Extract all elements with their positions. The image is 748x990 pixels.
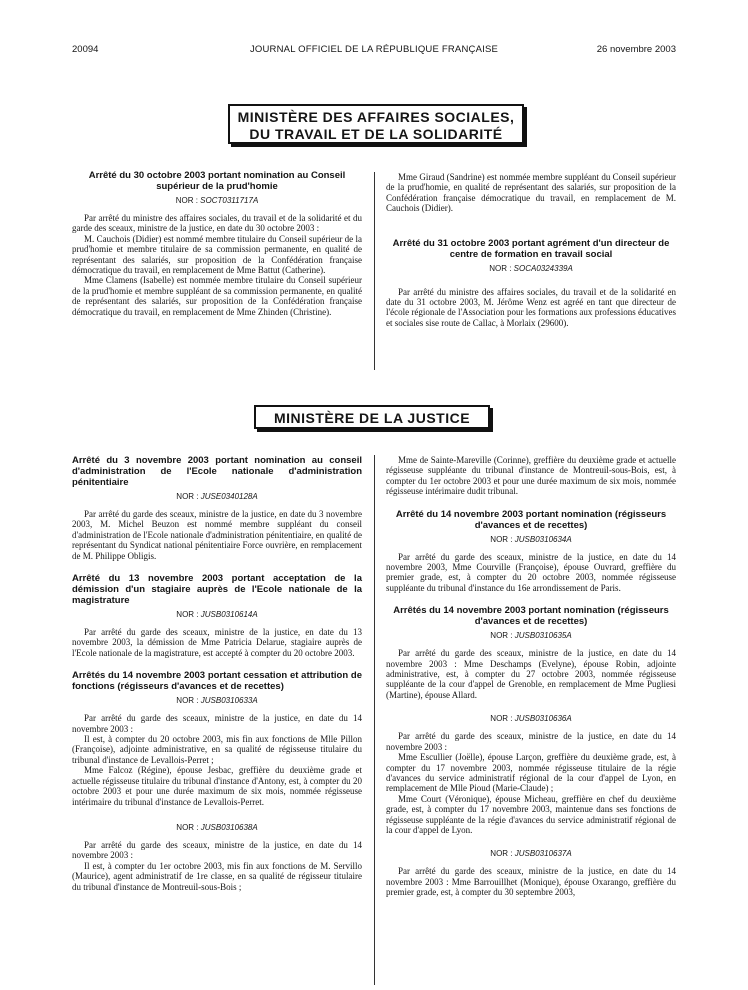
nor-label: NOR : [490, 849, 513, 859]
paragraph: Par arrêté du ministre des affaires sociales, du travail et de la solidarité et du garde des sceaux, ministre de la justice, en date du 30 octobre 2003 : [72, 213, 362, 234]
paragraph: Mme Falcoz (Régine), épouse Jesbac, greffière du deuxième grade et actuelle régisseuse titulaire du tribunal d'instance d'Antony, est, à compter du 20 octobre 2003 et pour une durée maximum de six mois, nommée régisseuse intérimaire du tribunal d'instance de Levallois-Perret. [72, 765, 362, 807]
paragraph: Il est, à compter du 1er octobre 2003, mis fin aux fonctions de M. Servillo (Maurice), agent administratif de 1re classe, en sa qualité de régisseur titulaire du tribunal d'instance de Montreuil-sous-Bois ; [72, 860, 362, 892]
nor-reference [386, 849, 676, 858]
paragraph: Par arrêté du garde des sceaux, ministre de la justice, en date du 3 novembre 2003, M. Michel Beuzon est nommé membre suppléant du conseil d'administration de l'Ecole nationale d'administration pénitentiaire, en qualité de représentant du Syndicat national pénitentiaire Force ouvrière, en remplacement de M. Philippe Obligis. [72, 509, 362, 561]
ministry-justice-heading: MINISTÈRE DE LA JUSTICE [254, 405, 490, 429]
section-affaires-sociales-col2 [386, 172, 676, 328]
column-divider [374, 172, 375, 370]
journal-title: JOURNAL OFFICIEL DE LA RÉPUBLIQUE FRANÇAISE [249, 44, 499, 55]
nor-reference [386, 264, 676, 273]
nor-label: NOR : [175, 196, 198, 205]
ministry-heading-line2: DU TRAVAIL ET DE LA SOLIDARITÉ [249, 126, 503, 142]
paragraph: Par arrêté du garde des sceaux, ministre de la justice, en date du 14 novembre 2003 : [386, 731, 676, 752]
paragraph: Par arrêté du garde des sceaux, ministre de la justice, en date du 14 novembre 2003 : Mme Barrouillhet (Monique), épouse Oxarango, greffière du premier grade, est, à compter du 30 septembre 2003, [386, 866, 676, 898]
paragraph: Par arrêté du ministre des affaires sociales, du travail et de la solidarité en date du 31 octobre 2003, M. Jérôme Wenz est agréé en tant que directeur de l'école régionale de l'Association pour les formations aux professions éducatives et sociales sise route de Callac, à Morlaix (29600). [386, 286, 676, 328]
paragraph: Par arrêté du garde des sceaux, ministre de la justice, en date du 14 novembre 2003 : [72, 713, 362, 734]
column-divider [374, 455, 375, 985]
nor-reference [386, 714, 676, 723]
nor-label: NOR : [176, 696, 199, 706]
nor-reference [72, 196, 362, 205]
paragraph: Mme Escullier (Joëlle), épouse Larçon, greffière du deuxième grade, est, à compter du 17 novembre 2003, nommée régisseuse titulaire de la régie d'avances du service administratif régional de la cour d'appel de Lyon, en remplacement de Mlle Pioud (Marie-Claude) ; [386, 752, 676, 794]
arrete-title: Arrêté du 30 octobre 2003 portant nomination au Conseil supérieur de la prud'homie [88, 170, 346, 192]
nor-reference [386, 631, 676, 640]
arrete-title: Arrêté du 3 novembre 2003 portant nomination au conseil d'administration de l'Ecole nationale d'administration pénitentiaire [72, 455, 362, 488]
section-justice-col2 [386, 455, 676, 898]
nor-code: SOCT0311717A [200, 196, 259, 205]
paragraph: Par arrêté du garde des sceaux, ministre de la justice, en date du 14 novembre 2003, Mme Courville (Françoise), épouse Ouvrard, greffière du premier grade, est, à compter du 20 octobre 2003, nommée régisseuse suppléante du tribunal d'instance du 16e arrondissement de Paris. [386, 551, 676, 593]
arrete-title: Arrêté du 14 novembre 2003 portant nomination (régisseurs d'avances et de recettes) [395, 508, 667, 531]
nor-reference [72, 610, 362, 619]
arrete-title: Arrêtés du 14 novembre 2003 portant nomination (régisseurs d'avances et de recettes) [393, 605, 669, 628]
nor-label: NOR : [490, 631, 513, 641]
paragraph: Mme Clamens (Isabelle) est nommée membre titulaire du Conseil supérieur de la prud'homie et membre suppléant de sa commission permanente, en qualité de représentant des salariés, sur proposition de la Confédération française démocratique du travail, en remplacement de Mme Zhinden (Christine). [72, 275, 362, 317]
paragraph: Par arrêté du garde des sceaux, ministre de la justice, en date du 14 novembre 2003 : [72, 839, 362, 861]
nor-code: JUSE0340128A [200, 492, 258, 501]
paragraph: Mme de Sainte-Mareville (Corinne), greffière du deuxième grade et actuelle régisseuse suppléante du tribunal d'instance de Montreuil-sous-Bois, est, à compter du 1er octobre 2003 et pour une durée maximum de six mois, nommée régisseuse intérimaire dudit tribunal. [386, 455, 676, 497]
ministry-affaires-sociales-heading [228, 104, 524, 144]
nor-reference [72, 492, 362, 501]
paragraph: Par arrêté du garde des sceaux, ministre de la justice, en date du 14 novembre 2003 : Mme Deschamps (Evelyne), épouse Robin, adjointe administrative, est, à compter du 27 octobre 2003, nommée régisseuse suppléante de la cour d'appel de Grenoble, en remplacement de Mme Pugliesi (Martine), épouse Allard. [386, 648, 676, 700]
nor-label: NOR : [176, 822, 199, 832]
issue-date: 26 novembre 2003 [596, 44, 676, 55]
nor-code: JUSB0310637A [514, 849, 572, 859]
nor-reference [386, 535, 676, 544]
paragraph: Il est, à compter du 20 octobre 2003, mis fin aux fonctions de Mlle Pillon (Françoise), adjointe administrative, en sa qualité de régisseuse titulaire du tribunal d'instance de Levallois-Perret ; [72, 734, 362, 765]
section-justice-col1 [72, 455, 362, 892]
nor-reference [72, 823, 362, 832]
arrete-title: Arrêtés du 14 novembre 2003 portant cessation et attribution de fonctions (régisseurs d'avances et de recettes) [72, 670, 362, 693]
page-number: 20094 [72, 44, 99, 55]
nor-label: NOR : [490, 714, 513, 724]
section-affaires-sociales-col1 [72, 170, 362, 317]
ministry-heading-line1: MINISTÈRE DES AFFAIRES SOCIALES, [237, 109, 515, 125]
nor-label: NOR : [176, 610, 199, 620]
arrete-title: Arrêté du 31 octobre 2003 portant agrément d'un directeur de centre de formation en travail social [392, 237, 670, 260]
nor-label: NOR : [176, 492, 199, 501]
paragraph: Mme Court (Véronique), épouse Micheau, greffière en chef du deuxième grade, est, à compter du 17 novembre 2003, maintenue dans ses fonctions de régisseuse suppléante de la régie d'avances du service administratif régional de la cour d'appel de Lyon. [386, 793, 676, 835]
nor-label: NOR : [490, 534, 513, 544]
arrete-title: Arrêté du 13 novembre 2003 portant acceptation de la démission d'un stagiaire auprès de l'Ecole nationale de la magistrature [72, 573, 362, 607]
nor-code: JUSB0310635A [514, 631, 572, 641]
nor-code: JUSB0310633A [200, 696, 258, 706]
nor-code: JUSB0310614A [200, 610, 258, 620]
nor-code: SOCA0324339A [513, 263, 573, 273]
nor-label: NOR : [489, 263, 512, 273]
paragraph: M. Cauchois (Didier) est nommé membre titulaire du Conseil supérieur de la prud'homie et membre titulaire de sa commission permanente, en qualité de représentant des salariés, sur proposition de la Confédération française démocratique du travail, en remplacement de Mme Battut (Catherine). [72, 233, 362, 276]
nor-code: JUSB0310634A [514, 534, 572, 544]
paragraph: Mme Giraud (Sandrine) est nommée membre suppléant du Conseil supérieur de la prud'homie, en qualité de représentant des salariés, sur proposition de la Confédération française démocratique du travail, en remplacement de M. Cauchois (Didier). [386, 172, 676, 214]
nor-code: JUSB0310638A [200, 822, 258, 832]
nor-reference [72, 696, 362, 705]
paragraph: Par arrêté du garde des sceaux, ministre de la justice, en date du 13 novembre 2003, la démission de Mme Patricia Delarue, stagiaire auprès de l'Ecole nationale de la magistrature, est accepté à compter du 20 octobre 2003. [72, 627, 362, 658]
nor-code: JUSB0310636A [514, 714, 572, 724]
